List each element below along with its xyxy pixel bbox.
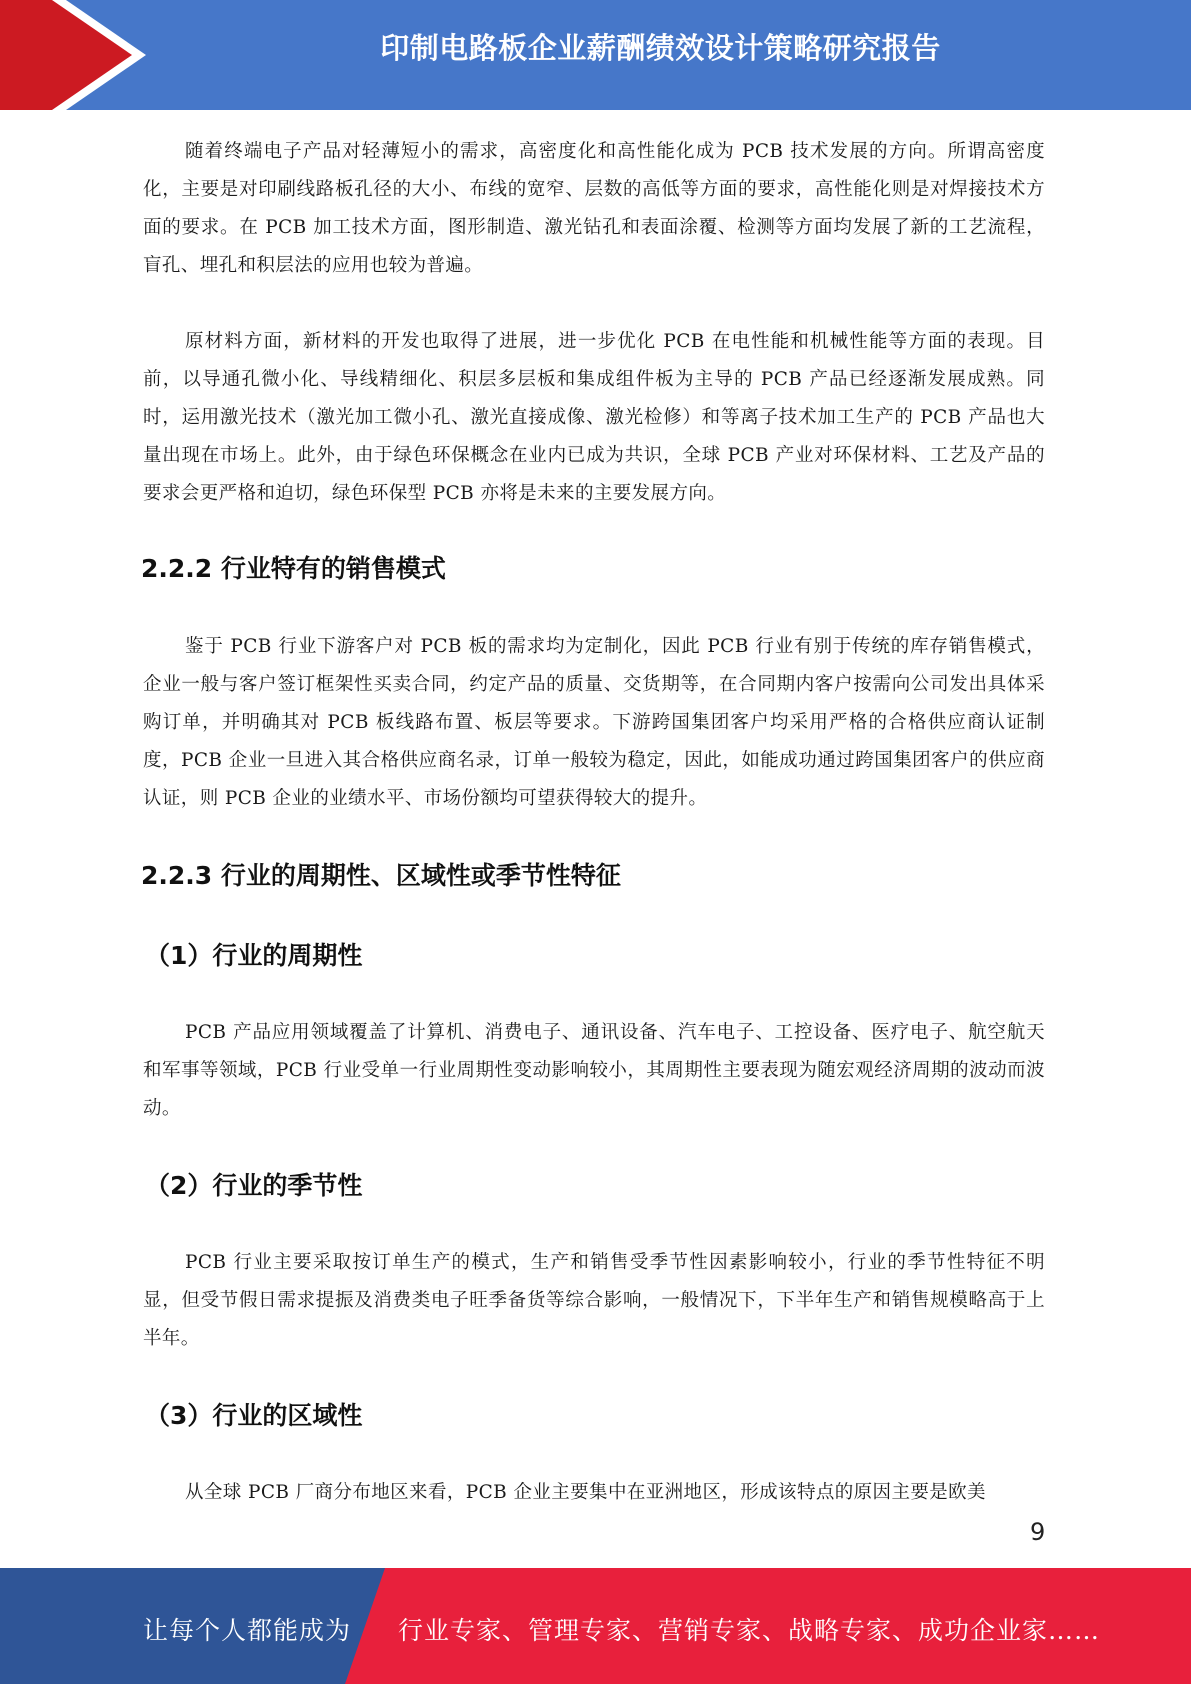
subheading-regionality: （3）行业的区域性	[145, 1401, 363, 1430]
section-heading-2-2-2: 2.2.2 行业特有的销售模式	[141, 554, 446, 583]
section-heading-2-2-3: 2.2.3 行业的周期性、区域性或季节性特征	[141, 861, 621, 890]
paragraph-regionality: 从全球 PCB 厂商分布地区来看，PCB 企业主要集中在亚洲地区，形成该特点的原因主要是欧美	[185, 1482, 986, 1503]
footer-slogan-left: 让每个人都能成为	[143, 1616, 352, 1645]
subheading-seasonality: （2）行业的季节性	[145, 1171, 363, 1200]
page-number: 9	[1030, 1518, 1046, 1546]
header-title: 印制电路板企业薪酬绩效设计策略研究报告	[380, 31, 941, 65]
paragraph-seasonality: PCB 行业主要采取按订单生产的模式，生产和销售受季节性因素影响较小，行业的季节性特征不明显，但受节假日需求提振及消费类电子旺季备货等综合影响，一般情况下，下半年生产和销售规模略高于上半年。	[143, 1252, 1045, 1349]
paragraph-cyclicality: PCB 产品应用领域覆盖了计算机、消费电子、通讯设备、汽车电子、工控设备、医疗电子、航空航天和军事等领域，PCB 行业受单一行业周期性变动影响较小，其周期性主要表现为随宏观经济周期的波动而波动。	[143, 1022, 1045, 1119]
page-footer	[0, 1568, 1191, 1684]
header-arrow-decoration	[0, 0, 170, 110]
paragraph-high-density: 随着终端电子产品对轻薄短小的需求，高密度化和高性能化成为 PCB 技术发展的方向。所谓高密度化，主要是对印刷线路板孔径的大小、布线的宽窄、层数的高低等方面的要求，高性能化则是对焊接技术方面的要求。在 PCB 加工技术方面，图形制造、激光钻孔和表面涂覆、检测等方面均发展了新的工艺流程，盲孔、埋孔和积层法的应用也较为普遍。	[143, 141, 1045, 276]
page-header	[0, 0, 1191, 110]
paragraph-sales-model: 鉴于 PCB 行业下游客户对 PCB 板的需求均为定制化，因此 PCB 行业有别于传统的库存销售模式，企业一般与客户签订框架性买卖合同，约定产品的质量、交货期等，在合同期内客户按需向公司发出具体采购订单，并明确其对 PCB 板线路布置、板层等要求。下游跨国集团客户均采用严格的合格供应商认证制度，PCB 企业一旦进入其合格供应商名录，订单一般较为稳定，因此，如能成功通过跨国集团客户的供应商认证，则 PCB 企业的业绩水平、市场份额均可望获得较大的提升。	[143, 636, 1045, 809]
footer-slogan-right: 行业专家、管理专家、营销专家、战略专家、成功企业家……	[398, 1616, 1101, 1645]
paragraph-materials: 原材料方面，新材料的开发也取得了进展，进一步优化 PCB 在电性能和机械性能等方面的表现。目前，以导通孔微小化、导线精细化、积层多层板和集成组件板为主导的 PCB 产品已经逐渐发展成熟。同时，运用激光技术（激光加工微小孔、激光直接成像、激光检修）和等离子技术加工生产的 PCB 产品也大量出现在市场上。此外，由于绿色环保概念在业内已成为共识，全球 PCB 产业对环保材料、工艺及产品的要求会更严格和迫切，绿色环保型 PCB 亦将是未来的主要发展方向。	[143, 331, 1045, 504]
subheading-cyclicality: （1）行业的周期性	[145, 941, 363, 970]
